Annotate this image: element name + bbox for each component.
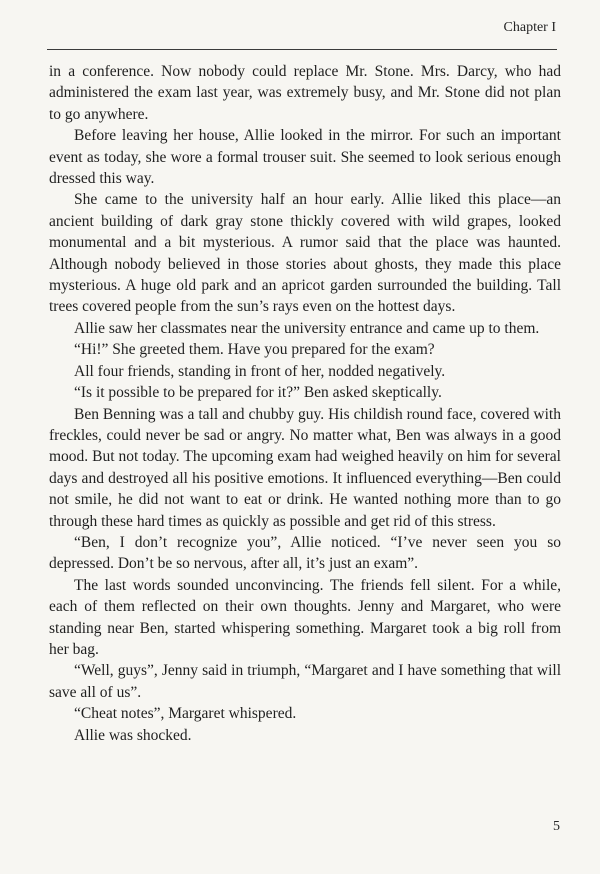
paragraph: “Ben, I don’t recognize you”, Allie noticed. “I’ve never seen you so depressed. Don’t be so nervous, after all, it’s just an exam”.: [49, 533, 561, 573]
chapter-title: Chapter I: [503, 20, 556, 35]
paragraph: The last words sounded unconvincing. The friends fell silent. For a while, each of them reflected on their own thoughts. Jenny and Margaret, who were standing near Ben, started whispering something. Margaret took a big roll from her bag.: [49, 576, 561, 658]
paragraph: Allie saw her classmates near the university entrance and came up to them.: [74, 319, 540, 337]
paragraph: Before leaving her house, Allie looked in the mirror. For such an important event as today, she wore a formal trouser suit. She seemed to look serious enough dressed this way.: [49, 127, 561, 188]
paragraph: “Hi!” She greeted them. Have you prepared for the exam?: [74, 341, 435, 359]
paragraph: She came to the university half an hour early. Allie liked this place—an ancient building of dark gray stone thickly covered with wild grapes, looked monumental and a bit mysterious. A rumor said that the place was haunted. Although nobody believed in those stories about ghosts, they made this place mysterious. A huge old park and an apricot garden surrounded the building. Tall trees covered people from the sun’s rays even on the hottest days.: [49, 191, 561, 316]
paragraph: Allie was shocked.: [74, 726, 192, 744]
running-header: [47, 15, 557, 50]
paragraph: “Is it possible to be prepared for it?” Ben asked skeptically.: [74, 384, 442, 402]
paragraph: Ben Benning was a tall and chubby guy. His childish round face, covered with freckles, could never be sad or angry. No matter what, Ben was always in a good mood. But not today. The upcoming exam had weighed heavily on him for several days and destroyed all his positive emotions. It influenced everything—Ben could not smile, he did not want to eat or drink. He wanted nothing more than to go through these hard times as quickly as possible and get rid of this stress.: [49, 405, 561, 530]
page-body: [49, 61, 561, 746]
page-number: 5: [553, 819, 560, 834]
paragraph: in a conference. Now nobody could replace Mr. Stone. Mrs. Darcy, who had administered the exam last year, was extremely busy, and Mr. Stone did not plan to go anywhere.: [49, 63, 561, 123]
paragraph: All four friends, standing in front of her, nodded negatively.: [74, 362, 446, 380]
paragraph: “Cheat notes”, Margaret whispered.: [74, 705, 297, 723]
paragraph: “Well, guys”, Jenny said in triumph, “Margaret and I have something that will save all of us”.: [49, 662, 561, 701]
